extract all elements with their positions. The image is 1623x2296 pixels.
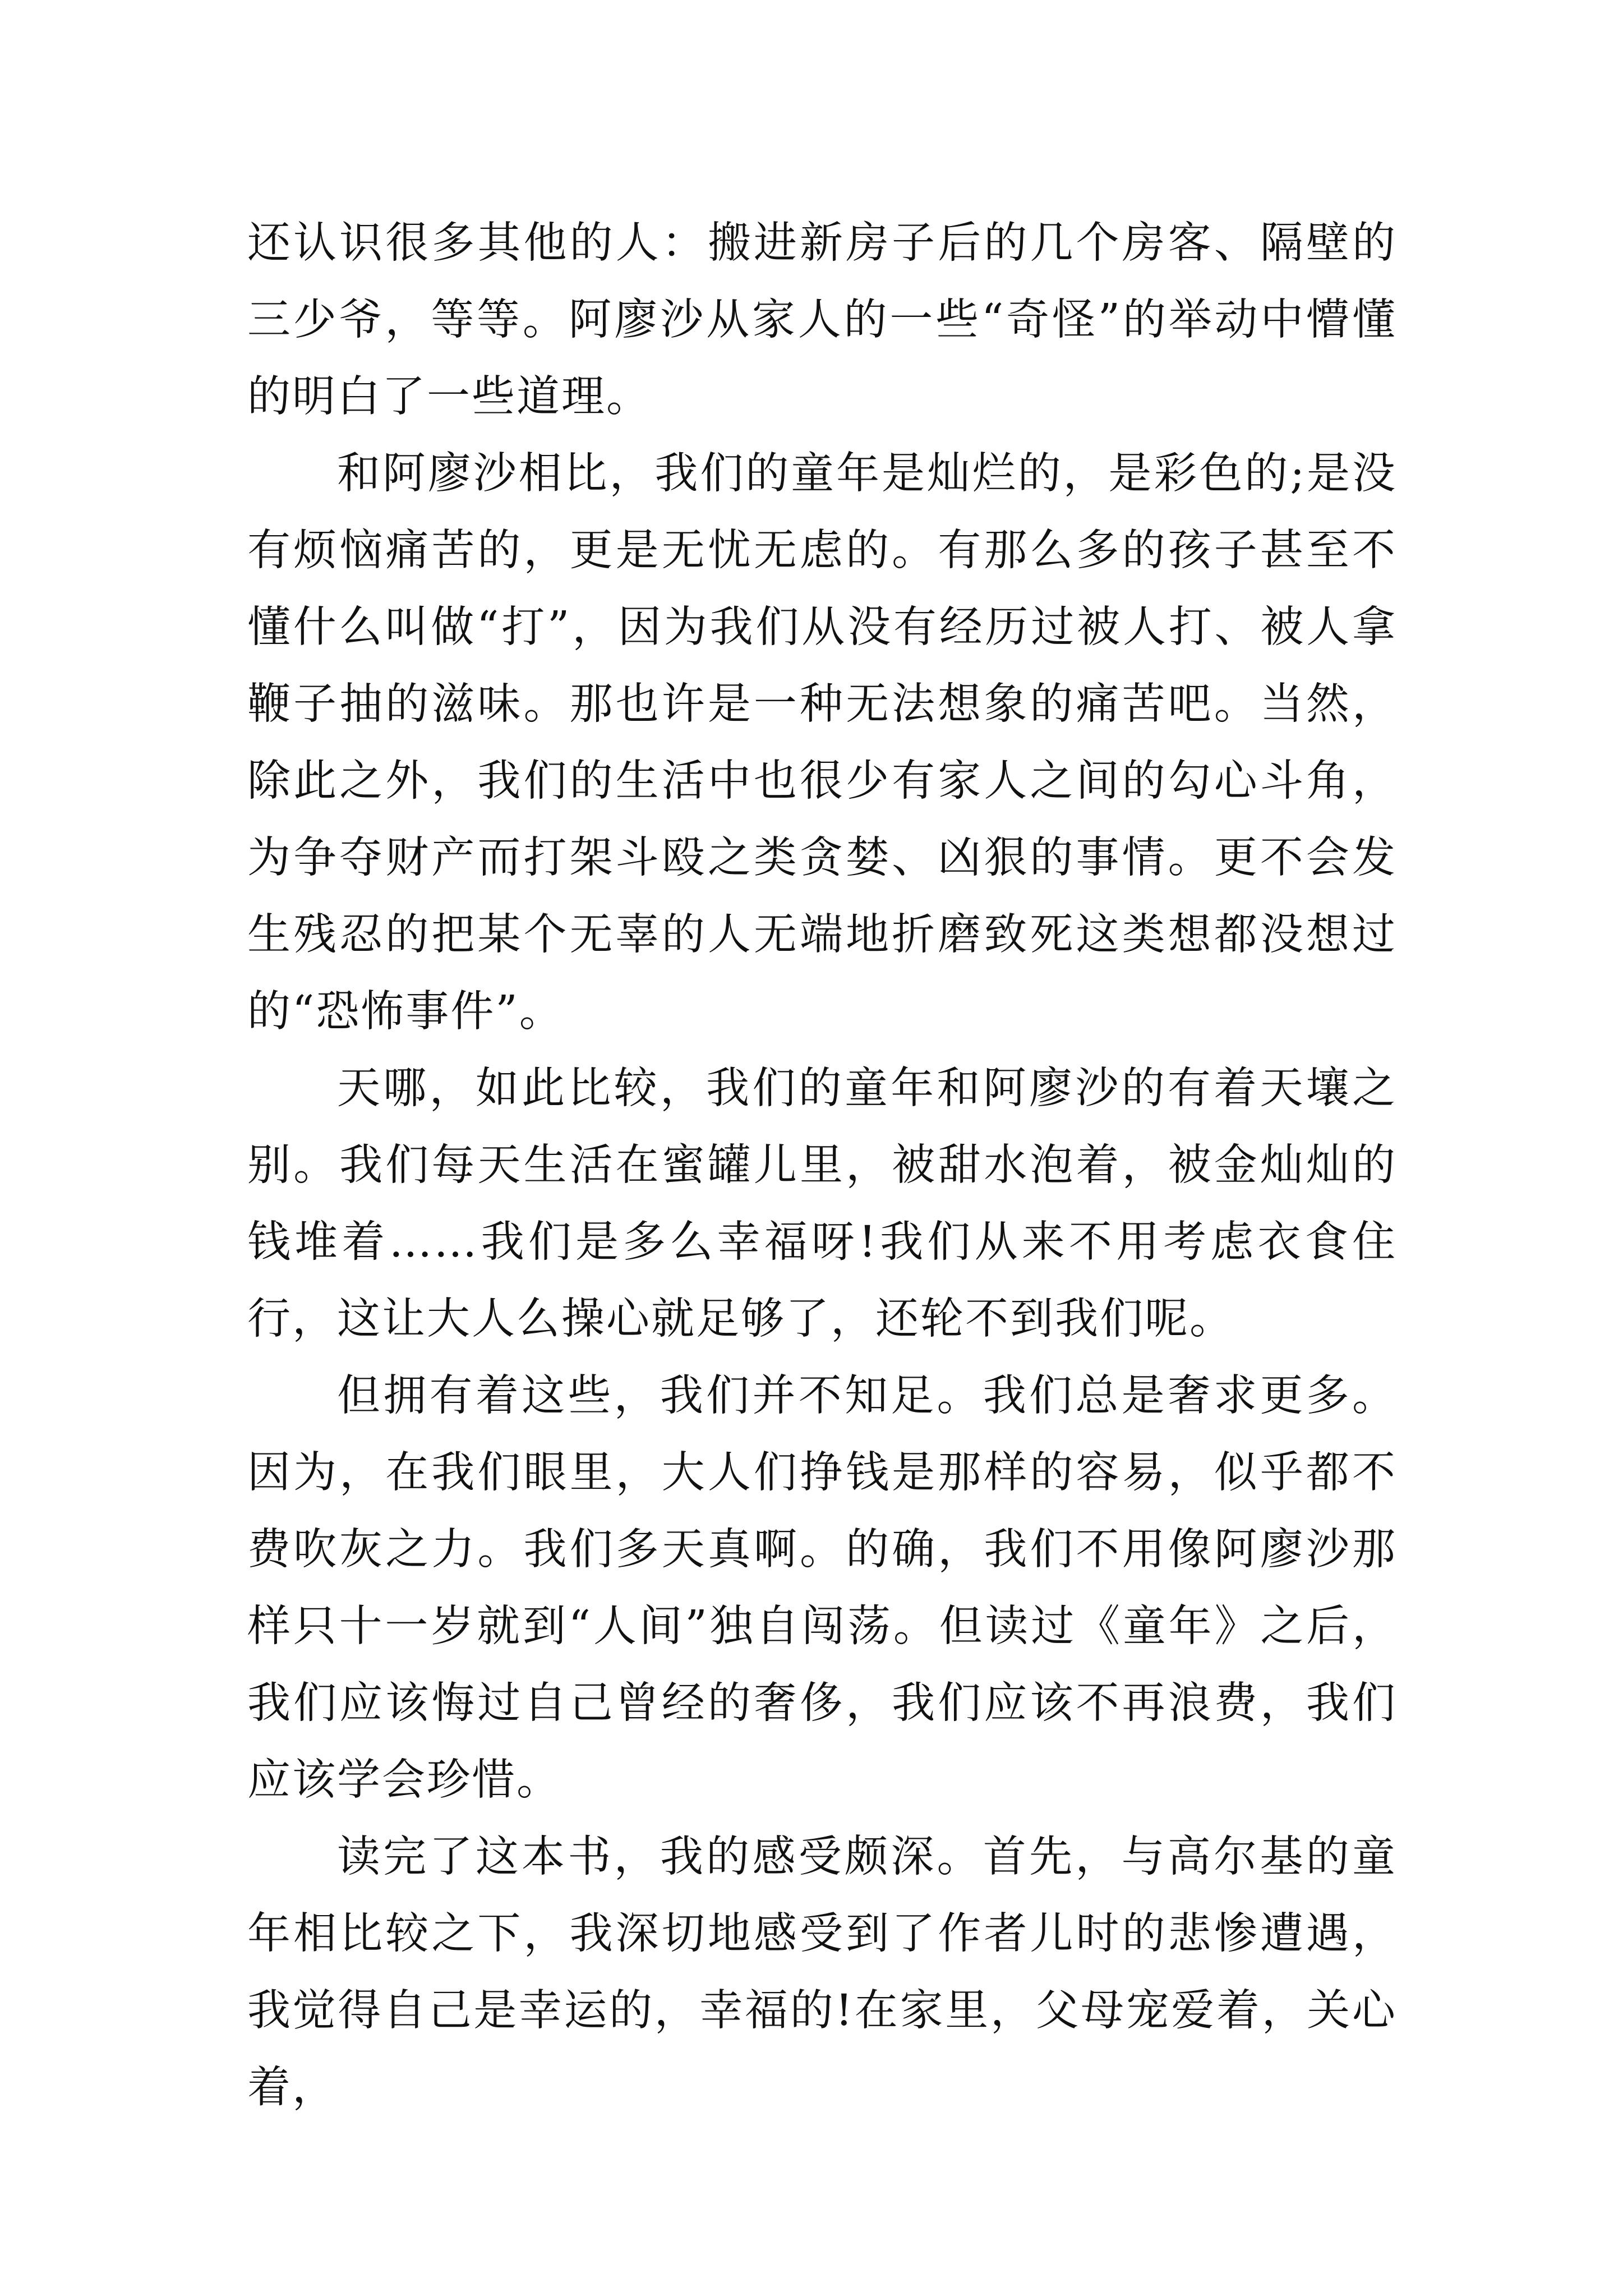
paragraph-1: 还认识很多其他的人：搬进新房子后的几个房客、隔壁的三少爷，等等。阿廖沙从家人的一些“奇怪”的举动中懵懂的明白了一些道理。 <box>247 218 1397 422</box>
paragraph-4: 但拥有着这些，我们并不知足。我们总是奢求更多。因为，在我们眼里，大人们挣钱是那样的容易，似乎都不费吹灰之力。我们多天真啊。的确，我们不用像阿廖沙那样只十一岁就到“人间”独自闯荡。但读过《童年》之后，我们应该悔过自己曾经的奢侈，我们应该不再浪费，我们应该学会珍惜。 <box>247 1371 1397 1805</box>
paragraph-3: 天哪，如此比较，我们的童年和阿廖沙的有着天壤之别。我们每天生活在蜜罐儿里，被甜水泡着，被金灿灿的钱堆着……我们是多么幸福呀!我们从来不用考虑衣食住行，这让大人么操心就足够了，还轮不到我们呢。 <box>247 1064 1397 1344</box>
paragraph-2: 和阿廖沙相比，我们的童年是灿烂的，是彩色的;是没有烦恼痛苦的，更是无忧无虑的。有那么多的孩子甚至不懂什么叫做“打”，因为我们从没有经历过被人打、被人拿鞭子抽的滋味。那也许是一种无法想象的痛苦吧。当然，除此之外，我们的生活中也很少有家人之间的勾心斗角，为争夺财产而打架斗殴之类贪婪、凶狠的事情。更不会发生残忍的把某个无辜的人无端地折磨致死这类想都没想过的“恐怖事件”。 <box>247 449 1397 1037</box>
paragraph-5: 读完了这本书，我的感受颇深。首先，与高尔基的童年相比较之下，我深切地感受到了作者儿时的悲惨遭遇，我觉得自己是幸运的，幸福的!在家里，父母宠爱着，关心着， <box>247 1832 1397 2113</box>
document-body <box>247 205 1397 2126</box>
